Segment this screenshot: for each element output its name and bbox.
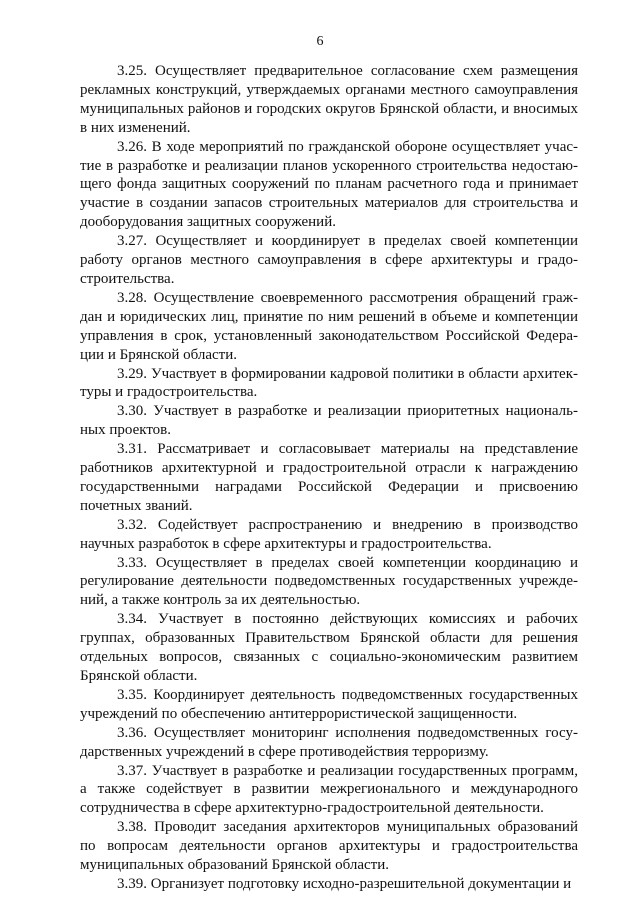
text-line: регулирование деятельности подведомственных государственных учрежде- — [80, 573, 578, 590]
page-number: 6 — [316, 34, 324, 49]
text-line: 3.33. Осуществляет в пределах своей компетенции координацию и — [117, 554, 578, 571]
text-line: 3.30. Участвует в разработке и реализации приоритетных националь- — [117, 403, 578, 420]
clause-3-30 — [80, 402, 578, 440]
text-line: а также содействует в развитии межрегионального и международного — [80, 781, 578, 798]
clause-3-38 — [80, 818, 578, 875]
clause-3-31 — [80, 440, 578, 516]
text-line: ции и Брянской области. — [80, 346, 238, 363]
text-line: ний, а также контроль за их деятельностью. — [80, 592, 361, 609]
text-line: работу органов местного самоуправления в сфере архитектуры и градо- — [80, 252, 578, 269]
text-line: 3.37. Участвует в разработке и реализации государственных программ, — [117, 762, 578, 779]
clause-3-36 — [80, 724, 578, 762]
text-line: рекламных конструкций, утверждаемых органами местного самоуправления — [80, 81, 578, 98]
text-line: научных разработок в сфере архитектуры и градостроительства. — [80, 535, 492, 552]
text-line: муниципальных районов и городских округов Брянской области, и вносимых — [80, 100, 578, 117]
text-line: 3.34. Участвует в постоянно действующих комиссиях и рабочих — [117, 611, 578, 628]
clause-3-35 — [80, 686, 578, 724]
text-line: работников архитектурной и градостроительной отрасли к награждению — [80, 460, 578, 477]
text-line: 3.26. В ходе мероприятий по гражданской обороне осуществляет учас- — [117, 138, 578, 155]
clause-3-28 — [80, 289, 578, 365]
clause-3-27 — [80, 232, 578, 289]
text-line: 3.27. Осуществляет и координирует в пределах своей компетенции — [117, 233, 578, 250]
text-line: муниципальных образований Брянской области. — [80, 857, 389, 874]
text-line: дарственных учреждений в сфере противодействия терроризму. — [80, 743, 489, 760]
clause-3-29 — [80, 365, 578, 403]
text-line: 3.38. Проводит заседания архитекторов муниципальных образований — [117, 819, 578, 836]
clause-3-39 — [80, 875, 578, 894]
text-line: группах, образованных Правительством Брянской области для решения — [80, 630, 578, 647]
clause-3-26 — [80, 138, 578, 233]
document-body — [80, 62, 578, 894]
text-line: 3.29. Участвует в формировании кадровой политики в области архитек- — [117, 365, 578, 382]
text-line: 3.28. Осуществление своевременного рассмотрения обращений граж- — [117, 289, 578, 306]
text-line: участие в создании запасов строительных материалов для строительства и — [80, 195, 578, 212]
text-line: тие в разработке и реализации планов ускоренного строительства недостаю- — [80, 157, 578, 174]
text-line: учреждений по обеспечению антитеррористической защищенности. — [80, 705, 518, 722]
text-line: управления в срок, установленный законодательством Российской Федера- — [80, 327, 578, 344]
text-line: ных проектов. — [80, 422, 172, 439]
text-line: Брянской области. — [80, 668, 198, 684]
text-line: 3.31. Рассматривает и согласовывает материалы на представление — [117, 441, 578, 458]
text-line: строительства. — [80, 270, 175, 287]
clause-3-33 — [80, 554, 578, 611]
clause-3-32 — [80, 516, 578, 554]
text-line: 3.35. Координирует деятельность подведомственных государственных — [117, 686, 578, 703]
text-line: по вопросам деятельности органов архитектуры и градостроительства — [80, 838, 578, 855]
text-line: щего фонда защитных сооружений по планам расчетного года и принимает — [80, 176, 578, 193]
text-line: 3.36. Осуществляет мониторинг исполнения подведомственных госу- — [117, 724, 578, 741]
text-line: дан и юридических лиц, принятие по ним решений в объеме и компетенции — [80, 308, 578, 325]
text-line: 3.39. Организует подготовку исходно-разрешительной документации и — [117, 875, 572, 892]
clause-3-34 — [80, 610, 578, 686]
text-line: 3.25. Осуществляет предварительное согласование схем размещения — [117, 63, 578, 79]
clause-3-25 — [80, 62, 578, 138]
text-line: государственными наградами Российской Федерации и присвоению — [80, 478, 578, 495]
text-line: в них изменений. — [80, 119, 191, 136]
text-line: почетных званий. — [80, 497, 193, 514]
text-line: дооборудования защитных сооружений. — [80, 214, 336, 231]
text-line: отдельных вопросов, связанных с социально-экономическим развитием — [80, 649, 578, 666]
text-line: туры и градостроительства. — [80, 384, 258, 401]
text-line: сотрудничества в сфере архитектурно-градостроительной деятельности. — [80, 800, 544, 817]
clause-3-37 — [80, 762, 578, 819]
text-line: 3.32. Содействует распространению и внедрению в производство — [117, 516, 578, 533]
